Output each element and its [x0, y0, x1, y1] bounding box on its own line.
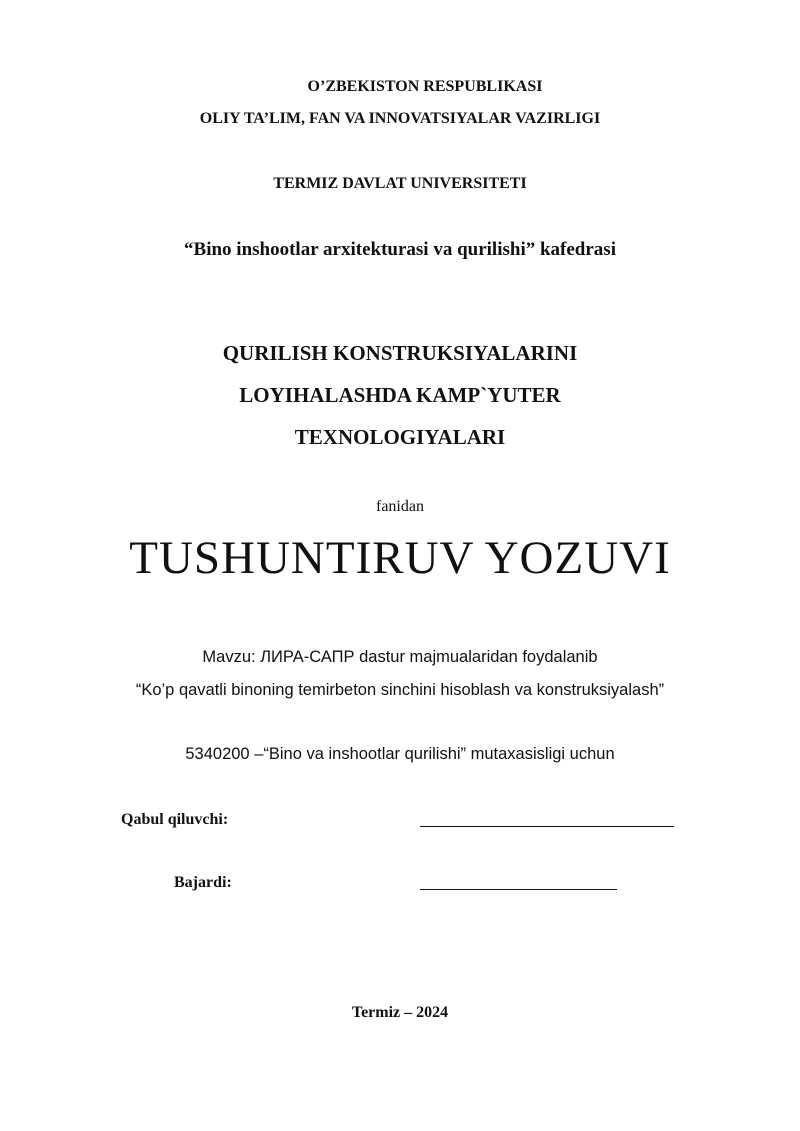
accepted-by-label: Qabul qiluvchi: — [121, 811, 229, 828]
subject-title-line-2: LOYIHALASHDA KAMP`YUTER — [239, 383, 561, 407]
performed-by-signature-line — [420, 889, 617, 890]
document-title: TUSHUNTIRUV YOZUVI — [129, 532, 671, 584]
topic-line-2: “Ko’p qavatli binoning temirbeton sinchini hisoblash va konstruksiyalash” — [135, 681, 665, 699]
university-heading: TERMIZ DAVLAT UNIVERSITETI — [273, 175, 527, 192]
republic-heading: O’ZBEKISTON RESPUBLIKASI — [307, 78, 543, 95]
performed-by-label: Bajardi: — [174, 874, 232, 891]
department-heading: “Bino inshootlar arxitekturasi va qurilishi” kafedrasi — [184, 239, 616, 260]
speciality-line: 5340200 –“Bino va inshootlar qurilishi” mutaxasisligi uchun — [185, 745, 615, 763]
topic-line-1: Mavzu: ЛИРА-САПР dastur majmualaridan foydalanib — [202, 648, 598, 666]
subject-title-line-3: TEXNOLOGIYALARI — [294, 425, 506, 449]
ministry-heading: OLIY TA’LIM, FAN VA INNOVATSIYALAR VAZIRLIGI — [199, 110, 601, 127]
fanidan-label: fanidan — [376, 498, 424, 515]
place-year-footer: Termiz – 2024 — [351, 1004, 449, 1021]
subject-title-line-1: QURILISH KONSTRUKSIYALARINI — [222, 341, 578, 365]
accepted-by-signature-line — [420, 826, 674, 827]
